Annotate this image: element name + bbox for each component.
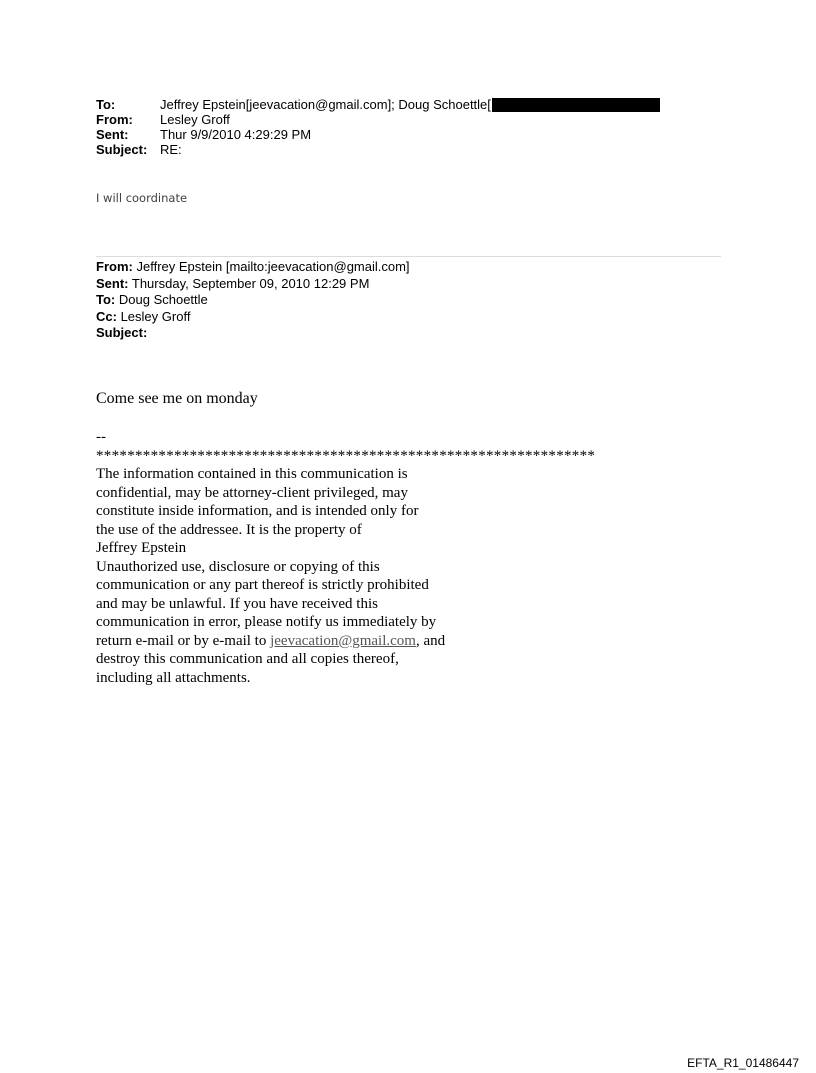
fwd-to-label: To: xyxy=(96,292,116,307)
fwd-from-label: From: xyxy=(96,259,133,274)
sent-label: Sent: xyxy=(96,127,129,142)
fwd-to-value: Doug Schoettle xyxy=(118,292,208,307)
email-header xyxy=(96,97,660,157)
to-value: Jeffrey Epstein[jeevacation@gmail.com]; Doug Schoettle[ xyxy=(160,97,491,112)
to-row xyxy=(96,97,660,112)
email-link[interactable]: jeevacation@gmail.com xyxy=(270,632,416,649)
signature-line: destroy this communication and all copies thereof, xyxy=(96,651,399,667)
subject-row xyxy=(96,142,660,157)
signature-line: Jeffrey Epstein xyxy=(96,540,187,556)
signature-line: the use of the addressee. It is the property of xyxy=(96,521,362,538)
signature-line: including all attachments. xyxy=(96,669,251,686)
forwarded-header xyxy=(96,259,410,342)
redaction-box xyxy=(492,98,660,112)
from-row xyxy=(96,112,660,127)
from-value: Lesley Groff xyxy=(160,112,230,127)
fwd-sent-label: Sent: xyxy=(96,275,129,291)
fwd-cc-value: Lesley Groff xyxy=(120,308,191,324)
return-suffix: , and xyxy=(415,632,446,649)
signature-return-line xyxy=(96,632,595,651)
signature-line: Unauthorized use, disclosure or copying of this xyxy=(96,558,380,575)
return-prefix: return e-mail or by e-mail to xyxy=(96,632,271,649)
sent-row xyxy=(96,127,660,142)
document-id: EFTA_R1_01486447 xyxy=(687,1056,799,1070)
signature-stars: **************************************************************** xyxy=(96,447,596,464)
fwd-sent-value: Thursday, September 09, 2010 12:29 PM xyxy=(131,275,370,291)
to-label: To: xyxy=(96,97,116,112)
fwd-subject-label: Subject: xyxy=(96,325,148,340)
message-body: Come see me on monday xyxy=(96,390,258,407)
signature-line: and may be unlawful. If you have received this xyxy=(96,595,378,612)
from-label: From: xyxy=(96,112,133,127)
subject-label: Subject: xyxy=(96,142,148,157)
sent-value: Thur 9/9/2010 4:29:29 PM xyxy=(160,127,312,142)
subject-value: RE: xyxy=(160,142,182,157)
signature-dashes: -- xyxy=(96,429,106,445)
signature-line: confidential, may be attorney-client privileged, may xyxy=(96,484,408,501)
fwd-from-value: Jeffrey Epstein [mailto:jeevacation@gmail.com] xyxy=(136,259,410,274)
fwd-cc-label: Cc: xyxy=(96,308,117,324)
signature-block xyxy=(96,428,595,687)
signature-line: communication in error, please notify us immediately by xyxy=(96,614,437,630)
signature-line: communication or any part thereof is strictly prohibited xyxy=(96,577,429,593)
signature-line: constitute inside information, and is intended only for xyxy=(96,503,419,519)
reply-text: I will coordinate xyxy=(96,191,188,205)
divider xyxy=(96,256,721,257)
signature-line: The information contained in this communication is xyxy=(96,466,408,482)
